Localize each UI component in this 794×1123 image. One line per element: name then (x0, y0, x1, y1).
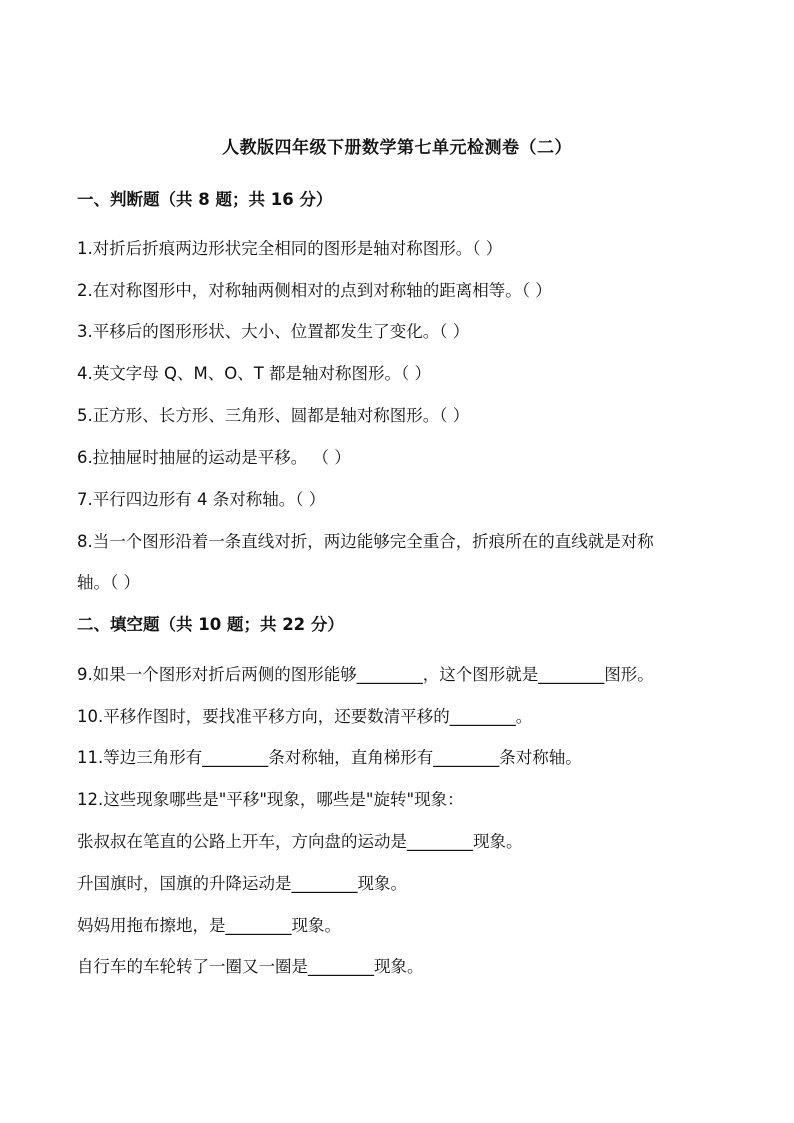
question-12-part-3: 妈妈用拖布擦地，是________现象。 (77, 916, 341, 935)
question-12-part-2: 升国旗时，国旗的升降运动是________现象。 (77, 874, 407, 893)
question-12: 12.这些现象哪些是"平移"现象，哪些是"旋转"现象： (77, 790, 464, 809)
question-6: 6.拉抽屉时抽屉的运动是平移。 （ ） (77, 448, 351, 467)
question-8-continued: 轴。（ ） (77, 573, 140, 592)
question-11: 11.等边三角形有________条对称轴，直角梯形有________条对称轴。 (77, 748, 582, 767)
question-2: 2.在对称图形中，对称轴两侧相对的点到对称轴的距离相等。（ ） (77, 281, 552, 300)
question-5: 5.正方形、长方形、三角形、圆都是轴对称图形。（ ） (77, 406, 470, 425)
question-8: 8.当一个图形沿着一条直线对折，两边能够完全重合，折痕所在的直线就是对称 (77, 532, 654, 551)
question-7: 7.平行四边形有 4 条对称轴。（ ） (77, 490, 326, 509)
question-3: 3.平移后的图形形状、大小、位置都发生了变化。（ ） (77, 322, 470, 341)
question-4: 4.英文字母 Q、M、O、T 都是轴对称图形。（ ） (77, 364, 432, 383)
section-heading-fill-blank: 二、填空题（共 10 题；共 22 分） (77, 615, 344, 634)
page-title: 人教版四年级下册数学第七单元检测卷（二） (222, 138, 572, 158)
question-12-part-4: 自行车的车轮转了一圈又一圈是________现象。 (77, 957, 424, 976)
section-heading-true-false: 一、判断题（共 8 题；共 16 分） (77, 190, 333, 209)
question-12-part-1: 张叔叔在笔直的公路上开车，方向盘的运动是________现象。 (77, 832, 523, 851)
question-1: 1.对折后折痕两边形状完全相同的图形是轴对称图形。（ ） (77, 239, 503, 258)
question-10: 10.平移作图时，要找准平移方向，还要数清平移的________。 (77, 707, 533, 726)
question-9: 9.如果一个图形对折后两侧的图形能够________，这个图形就是________图形。 (77, 665, 654, 684)
